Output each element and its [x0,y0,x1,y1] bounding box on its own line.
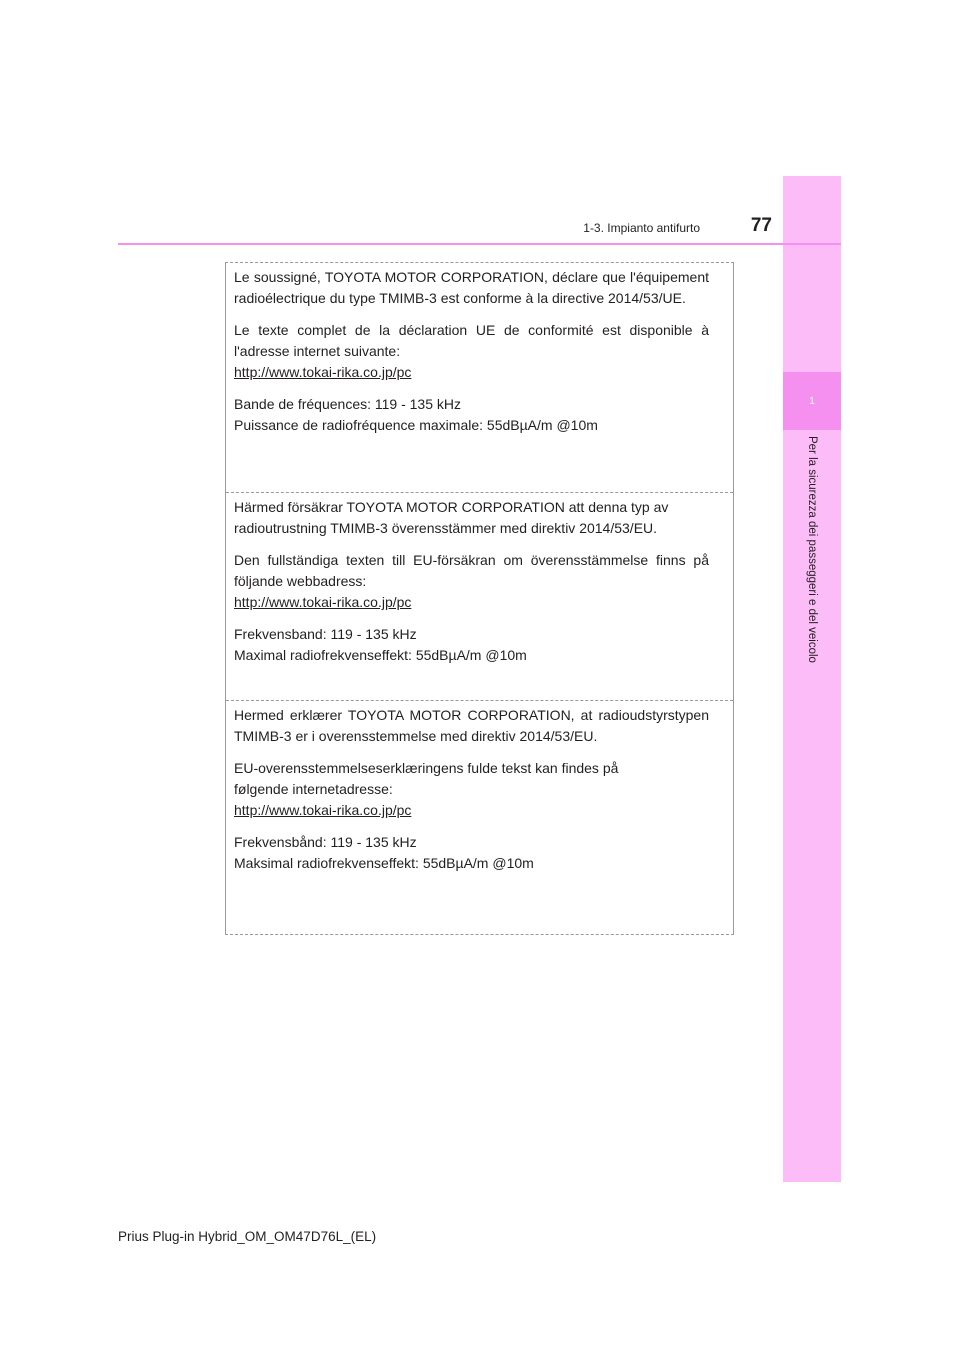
full-text-note-text: Den fullständiga texten till EU-försäkran om överensstämmelse finns på följande webbadress: [234,552,709,589]
full-text-note [234,320,709,383]
full-text-note-line-2: følgende internetadresse: [234,781,393,797]
footer-doc-id: Prius Plug-in Hybrid_OM_OM47D76L_(EL) [118,1229,377,1244]
radio-specs [234,624,709,666]
full-text-note [234,758,709,821]
full-text-note-line-1: EU-overensstemmelseserklæringens fulde tekst kan findes på [234,760,619,776]
declaration-url-link[interactable]: http://www.tokai-rika.co.jp/pc [234,802,412,818]
radio-specs [234,394,709,436]
max-power: Puissance de radiofréquence maximale: 55dBµA/m @10m [234,417,598,433]
declaration-danish [226,705,733,874]
max-power: Maximal radiofrekvenseffekt: 55dBµA/m @10m [234,647,527,663]
declaration-text: Härmed försäkrar TOYOTA MOTOR CORPORATION att denna typ av radioutrustning TMIMB-3 överensstämmer med direktiv 2014/53/EU. [234,499,669,536]
header-divider [118,243,841,245]
declaration-text: Le soussigné, TOYOTA MOTOR CORPORATION, déclare que l'équipement radioélectrique du type TMIMB-3 est conforme à la directive 2014/53/UE. [234,269,709,306]
declaration-text: Hermed erklærer TOYOTA MOTOR CORPORATION, at radioudstyrstypen TMIMB-3 er i overensstemmelse med direktiv 2014/53/EU. [234,707,709,744]
declaration-french [226,267,733,436]
radio-specs [234,832,709,874]
declaration-box [225,262,734,935]
section-divider [226,700,733,701]
section-title: 1-3. Impianto antifurto [583,221,700,235]
max-power: Maksimal radiofrekvenseffekt: 55dBµA/m @10m [234,855,534,871]
frequency-band: Bande de fréquences: 119 - 135 kHz [234,396,462,412]
full-text-note-text: Le texte complet de la déclaration UE de conformité est disponible à l'adresse internet suivante: [234,322,709,359]
frequency-band: Frekvensbånd: 119 - 135 kHz [234,834,417,850]
declaration-url-link[interactable]: http://www.tokai-rika.co.jp/pc [234,594,412,610]
full-text-note [234,550,709,613]
chapter-number-box[interactable] [783,372,841,430]
page-number: 77 [750,215,772,236]
chapter-title: Per la sicurezza dei passeggeri e del veicolo [806,436,818,663]
frequency-band: Frekvensband: 119 - 135 kHz [234,626,417,642]
section-divider [226,492,733,493]
declaration-url-link[interactable]: http://www.tokai-rika.co.jp/pc [234,364,412,380]
side-tab [783,176,841,1182]
declaration-swedish [226,497,733,666]
chapter-number: 1 [809,395,815,407]
